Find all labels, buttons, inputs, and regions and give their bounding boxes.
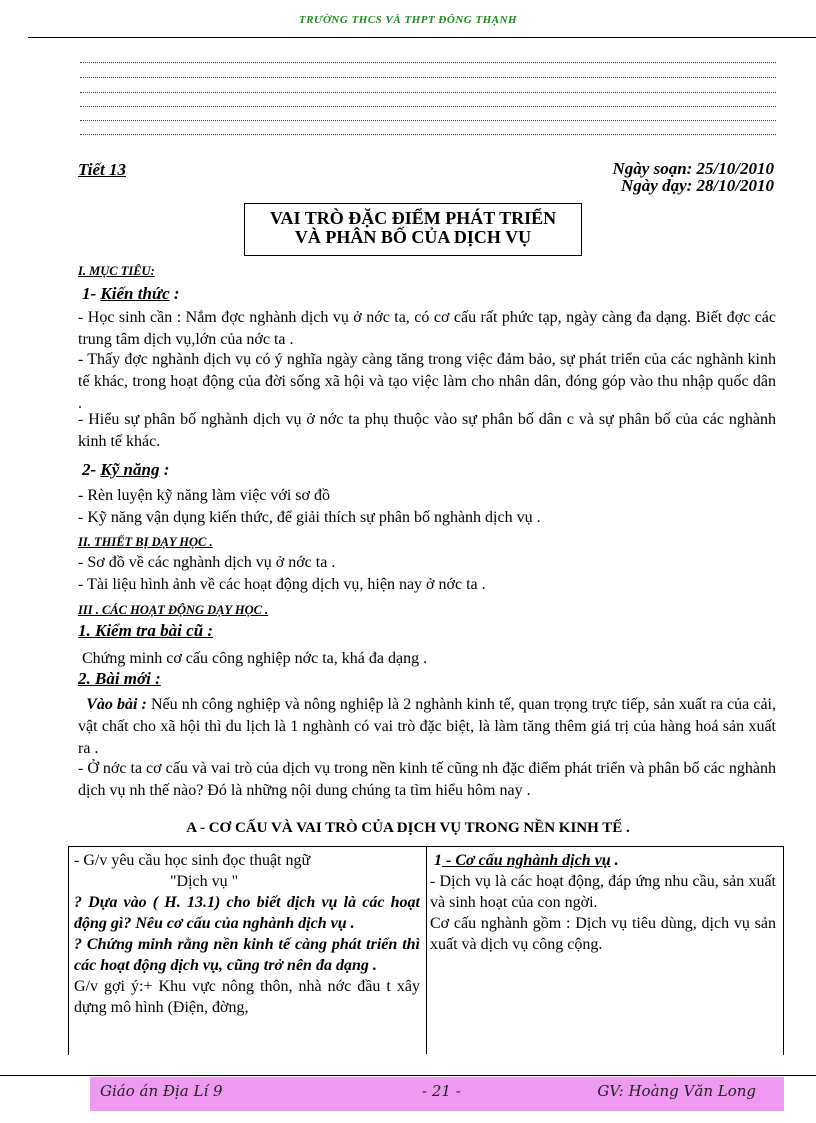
footer-left-text: Giáo án Địa Lí 9: [100, 1082, 223, 1100]
dotted-line: [80, 120, 776, 121]
lesson-title-box: [244, 203, 582, 256]
table-right-cell: [430, 850, 776, 955]
table-left-cell: [74, 850, 420, 1018]
teacher-instruction: - G/v yêu cầu học sinh đọc thuật ngữ: [74, 852, 311, 869]
subsection-knowledge: [82, 284, 180, 304]
subsection-number: 2-: [82, 460, 101, 479]
content-definition: - Dịch vụ là các hoạt động, đáp ứng nhu cầu, sản xuất và sinh hoạt của con ngời.: [430, 873, 776, 911]
footer-divider: [0, 1075, 816, 1076]
part-a-title: A - CƠ CẤU VÀ VAI TRÒ CỦA DỊCH VỤ TRONG NỀN KINH TẾ .: [186, 820, 630, 836]
term-quote: "Dịch vụ ": [170, 873, 239, 890]
subsection-new-lesson: 2. Bài mới :: [78, 669, 161, 688]
date-taught: Ngày dạy: 28/10/2010: [621, 176, 774, 195]
subsection-label: Kỹ năng: [100, 460, 160, 479]
date-prepared: Ngày soạn: 25/10/2010: [612, 159, 774, 178]
paragraph: - Thấy đợc nghành dịch vụ có ý nghĩa ngày càng tăng trong việc đảm bảo, sự phát triển của các nghành kinh tế khác, trong hoạt động của đời sống xã hội và tạo việc làm cho nhân dân, đóng góp vào thu nhập quốc dân .: [78, 351, 776, 412]
lesson-dates: [613, 160, 775, 194]
paragraph: - Rèn luyện kỹ năng làm việc với sơ đồ: [78, 487, 330, 504]
dotted-line: [80, 134, 776, 135]
dotted-line: [80, 106, 776, 107]
subsection-number: 1-: [82, 284, 101, 303]
paragraph: - Sơ đồ về các nghành dịch vụ ở nớc ta .: [78, 554, 336, 571]
question-1: ? Dựa vào ( H. 13.1) cho biết dịch vụ là các hoạt động gì? Nêu cơ cấu của nghành dịch vụ .: [74, 894, 420, 932]
subsection-label: Kiến thức: [100, 284, 170, 303]
subsection-review: 1. Kiểm tra bài cũ :: [78, 621, 214, 640]
section-objectives-heading: I. MỤC TIÊU:: [78, 264, 155, 278]
paragraph: Chứng minh cơ cấu công nghiệp nớc ta, khá đa dạng .: [82, 650, 428, 667]
content-structure: Cơ cấu nghành gồm : Dịch vụ tiêu dùng, dịch vụ sản xuất và dịch vụ công cộng.: [430, 915, 776, 953]
intro-label: Vào bài :: [86, 696, 147, 713]
paragraph: - Học sinh cần : Nắm đợc nghành dịch vụ ở nớc ta, có cơ cấu rất phức tạp, ngày càng đa dạng. Biết đợc các trung tâm dịch vụ,lớn của nớc ta .: [78, 309, 776, 348]
content-heading-end: .: [610, 852, 619, 869]
lesson-title-line1: VAI TRÒ ĐẶC ĐIỂM PHÁT TRIỂN: [269, 208, 557, 228]
table-column-divider: [426, 846, 427, 1054]
dotted-line: [80, 92, 776, 93]
dotted-line: [80, 62, 776, 63]
subsection-suffix: :: [169, 284, 180, 303]
paragraph: - Kỹ năng vận dụng kiến thức, để giải thích sự phân bố nghành dịch vụ .: [78, 509, 541, 526]
question-2: ? Chứng minh rằng nền kinh tế càng phát triển thì các hoạt động dịch vụ, cũng trở nên đa dạng .: [74, 936, 420, 974]
paragraph: - Tài liệu hình ảnh về các hoạt động dịch vụ, hiện nay ở nớc ta .: [78, 576, 486, 593]
lesson-title-line2: VÀ PHÂN BỐ CỦA DỊCH VỤ: [294, 227, 532, 247]
content-heading-number: 1: [434, 852, 442, 869]
footer-page-number: - 21 -: [422, 1082, 461, 1100]
intro-text: Nếu nh công nghiệp và nông nghiệp là 2 nghành kinh tế, quan trọng trực tiếp, sản xuất ra của cải, vật chất cho xã hội thì du lịch là 1 nghành có vai trò đặc biệt, là làm tăng thêm giá trị của hàng hoá sản xuất ra .: [78, 696, 777, 757]
footer-right-text: GV: Hoàng Văn Long: [597, 1082, 756, 1100]
lesson-number: Tiết 13: [78, 160, 126, 179]
dotted-line: [80, 77, 776, 78]
teacher-hint: G/v gợi ý:+ Khu vực nông thôn, nhà nớc đầu t xây dựng mô hình (Điện, đờng,: [74, 978, 420, 1016]
page-header-text: TRƯỜNG THCS VÀ THPT ĐÔNG THẠNH: [298, 14, 518, 26]
paragraph: - Ở nớc ta cơ cấu và vai trò của dịch vụ trong nền kinh tế cũng nh đặc điểm phát triển và phân bố các nghành dịch vụ nh thế nào? Đó là những nội dung chúng ta tìm hiểu hôm nay .: [78, 760, 776, 799]
section-equipment-heading: II. THIẾT BỊ DẠY HỌC .: [78, 535, 213, 549]
subsection-suffix: :: [159, 460, 170, 479]
section-activities-heading: III . CÁC HOẠT ĐỘNG DẠY HỌC .: [78, 603, 269, 617]
header-divider: [28, 37, 816, 38]
content-heading-text: - Cơ cấu nghành dịch vụ: [442, 852, 611, 869]
paragraph-intro: [78, 694, 776, 760]
subsection-skills: [82, 460, 169, 480]
content-heading: [430, 850, 776, 871]
paragraph: - Hiểu sự phân bố nghành dịch vụ ở nớc ta phụ thuộc vào sự phân bố dân c và sự phân bố của các nghành kinh tế khác.: [78, 411, 776, 450]
